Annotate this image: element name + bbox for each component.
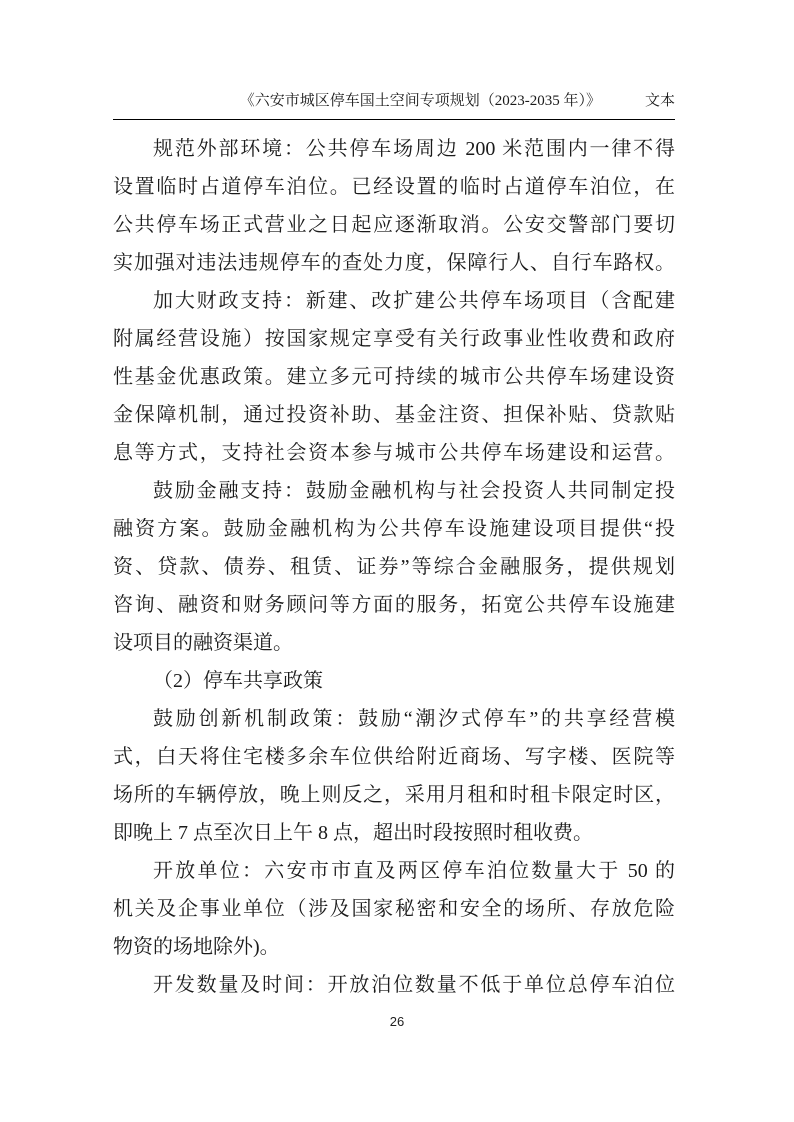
paragraph bbox=[113, 700, 675, 852]
text-line: 咨询、融资和财务顾问等方面的服务，拓宽公共停车设施建 bbox=[113, 594, 675, 616]
page-footer bbox=[0, 1014, 794, 1029]
text-line: 式，白天将住宅楼多余车位供给附近商场、写字楼、医院等 bbox=[113, 746, 675, 768]
document-body bbox=[113, 130, 675, 1004]
paragraph bbox=[113, 852, 675, 966]
text-line: 即晚上 7 点至次日上午 8 点，超出时段按照时租收费。 bbox=[113, 822, 593, 844]
text-line: 性基金优惠政策。建立多元可持续的城市公共停车场建设资 bbox=[113, 366, 675, 388]
text-line: 设项目的融资渠道。 bbox=[113, 632, 293, 654]
paragraph bbox=[113, 130, 675, 282]
text-line: 开发数量及时间：开放泊位数量不低于单位总停车泊位 bbox=[153, 974, 675, 996]
text-line: 鼓励创新机制政策：鼓励“潮汐式停车”的共享经营模 bbox=[153, 708, 675, 730]
text-line: 附属经营设施）按国家规定享受有关行政事业性收费和政府 bbox=[113, 328, 675, 350]
paragraph bbox=[113, 472, 675, 662]
text-line: 资、贷款、债券、租赁、证券”等综合金融服务，提供规划 bbox=[113, 556, 675, 578]
paragraph bbox=[113, 282, 675, 472]
header-doc-type: 文本 bbox=[644, 93, 675, 109]
text-line: 息等方式，支持社会资本参与城市公共停车场建设和运营。 bbox=[113, 442, 675, 464]
text-line: 规范外部环境：公共停车场周边 200 米范围内一律不得 bbox=[153, 138, 675, 160]
text-line: 融资方案。鼓励金融机构为公共停车设施建设项目提供“投 bbox=[113, 518, 675, 540]
section-heading bbox=[113, 662, 675, 700]
page-header bbox=[113, 92, 675, 120]
text-line: 加大财政支持：新建、改扩建公共停车场项目（含配建 bbox=[153, 290, 675, 312]
text-line: 开放单位：六安市市直及两区停车泊位数量大于 50 的 bbox=[153, 860, 675, 882]
header-title: 《六安市城区停车国土空间专项规划（2023-2035 年）》 bbox=[239, 93, 601, 109]
text-line: 鼓励金融支持：鼓励金融机构与社会投资人共同制定投 bbox=[153, 480, 675, 502]
text-line: 场所的车辆停放，晚上则反之，采用月租和时租卡限定时区， bbox=[113, 784, 675, 806]
text-line: （2）停车共享政策 bbox=[153, 670, 323, 692]
paragraph bbox=[113, 966, 675, 1004]
text-line: 物资的场地除外)。 bbox=[113, 936, 280, 958]
text-line: 实加强对违法违规停车的查处力度，保障行人、自行车路权。 bbox=[113, 252, 675, 274]
text-line: 设置临时占道停车泊位。已经设置的临时占道停车泊位，在 bbox=[113, 176, 675, 198]
text-line: 公共停车场正式营业之日起应逐渐取消。公安交警部门要切 bbox=[113, 214, 675, 236]
text-line: 机关及企事业单位（涉及国家秘密和安全的场所、存放危险 bbox=[113, 898, 675, 920]
text-line: 金保障机制，通过投资补助、基金注资、担保补贴、贷款贴 bbox=[113, 404, 675, 426]
page-number: 26 bbox=[389, 1014, 405, 1029]
